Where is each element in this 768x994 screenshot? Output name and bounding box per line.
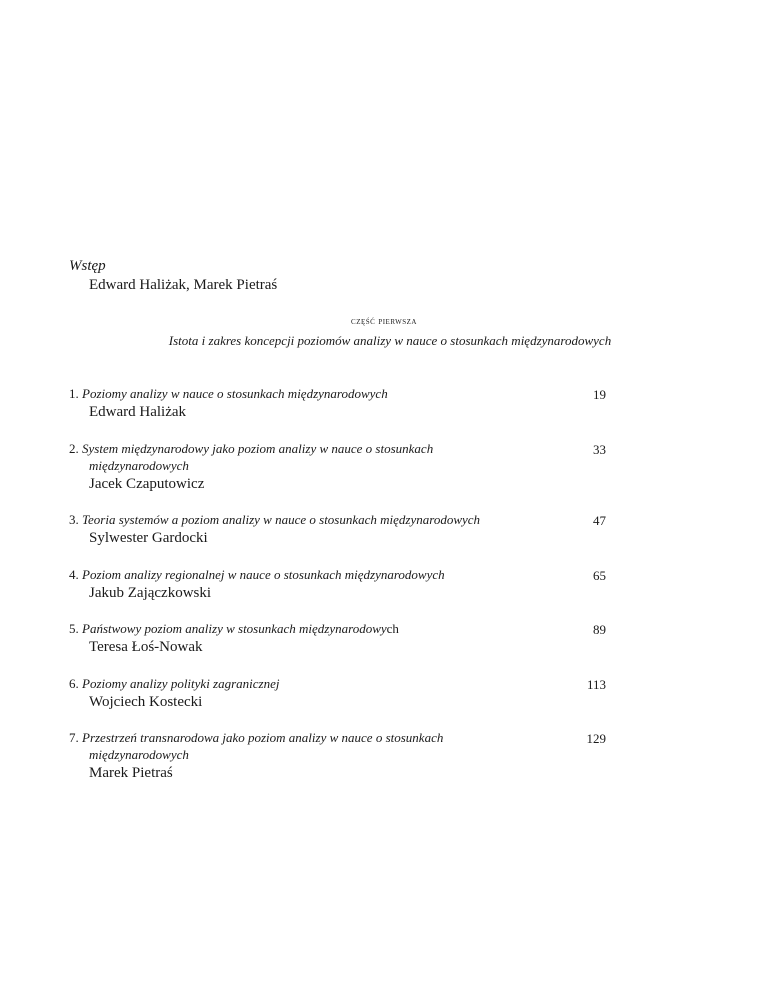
entry-title: Poziom analizy regionalnej w nauce o stosunkach międzynarodowych (82, 567, 445, 582)
entry-title: Przestrzeń transnarodowa jako poziom analizy w nauce o stosunkach (82, 730, 444, 745)
entry-page-number: 129 (586, 731, 606, 746)
entry-author: Sylwester Gardocki (89, 530, 208, 546)
entry-title-line (69, 729, 539, 747)
entry-page-number: 19 (593, 387, 606, 402)
entry-number: 3. (69, 512, 79, 527)
entry-number: 2. (69, 441, 79, 456)
entry-author: Jakub Zajączkowski (89, 585, 212, 601)
entry-title-line (69, 566, 539, 584)
entry-number: 5. (69, 621, 79, 636)
entry-title: Poziomy analizy polityki zagranicznej (82, 676, 280, 691)
intro-title: Wstęp (69, 258, 106, 274)
entry-title-line (69, 675, 539, 693)
entry-page-number: 65 (593, 568, 606, 583)
entry-title-line (69, 440, 539, 458)
entry-number: 1. (69, 386, 79, 401)
intro-authors: Edward Haliżak, Marek Pietraś (89, 277, 278, 293)
entry-page-number: 47 (593, 513, 606, 528)
entry-author: Jacek Czaputowicz (89, 476, 205, 492)
part-title: Istota i zakres koncepcji poziomów analizy w nauce o stosunkach międzynarodowych (168, 333, 612, 348)
entry-title: System międzynarodowy jako poziom analizy w nauce o stosunkach (82, 441, 434, 456)
entry-author: Wojciech Kostecki (89, 694, 203, 710)
entry-title-line (69, 385, 539, 403)
entry-number: 6. (69, 676, 79, 691)
entry-author: Edward Haliżak (89, 404, 187, 420)
entry-title-continuation: międzynarodowych (89, 747, 189, 762)
entry-title-suffix: ch (386, 621, 399, 636)
entry-author: Marek Pietraś (89, 765, 173, 781)
entry-page-number: 33 (593, 442, 606, 457)
entry-number: 4. (69, 567, 79, 582)
entry-page-number: 113 (586, 677, 606, 692)
part-label: część pierwsza (351, 316, 417, 327)
entry-number: 7. (69, 730, 79, 745)
entry-title: Teoria systemów a poziom analizy w nauce o stosunkach międzynarodowych (82, 512, 481, 527)
entry-page-number: 89 (593, 622, 606, 637)
entry-author: Teresa Łoś-Nowak (89, 639, 203, 655)
entry-title-line (69, 620, 539, 638)
entry-title-line (69, 511, 539, 529)
entry-title: Poziomy analizy w nauce o stosunkach międzynarodowych (82, 386, 388, 401)
entry-title-continuation: międzynarodowych (89, 458, 189, 473)
entry-title: Państwowy poziom analizy w stosunkach międzynarodowy (82, 621, 387, 636)
